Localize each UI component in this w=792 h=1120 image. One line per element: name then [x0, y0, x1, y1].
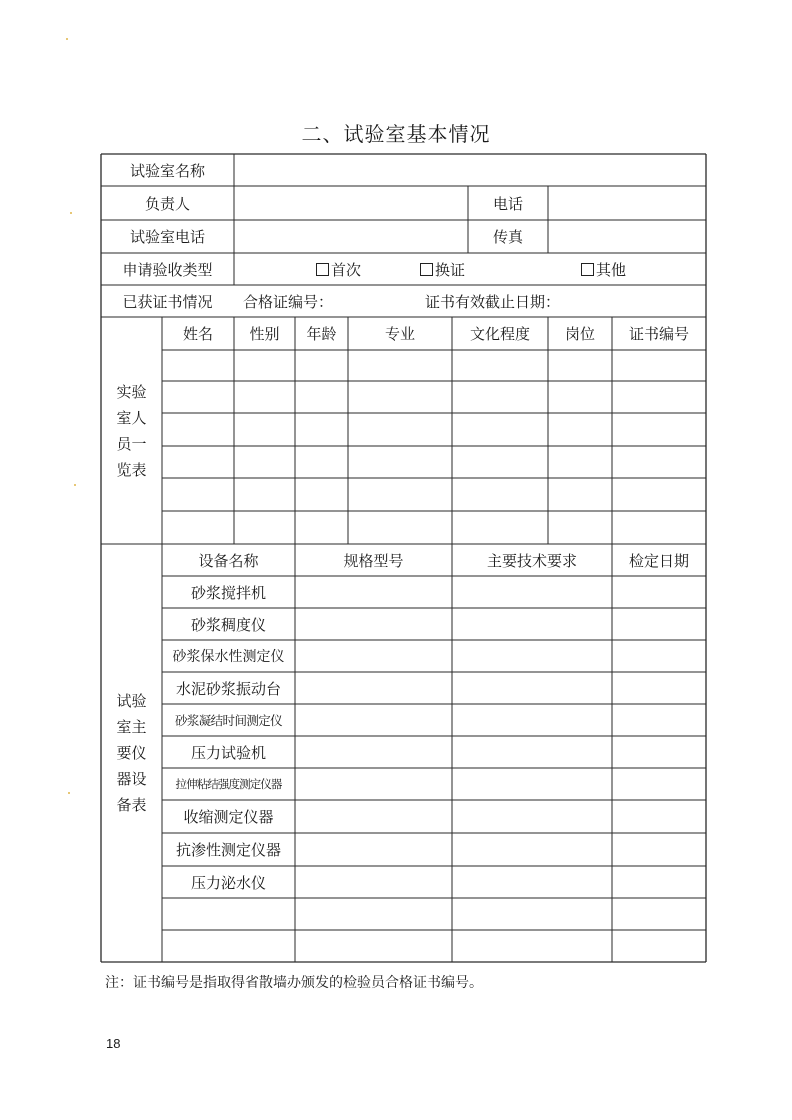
equipment-header-calibration: 检定日期 — [628, 551, 689, 570]
cert-number-label: 合格证编号： — [243, 292, 334, 311]
option-label: 首次 — [331, 260, 362, 279]
equipment-section-label: 试验 室主 要仪 器设 备表 — [116, 692, 147, 814]
phone-label: 电话 — [492, 194, 523, 213]
staff-header-education: 文化程度 — [469, 325, 530, 343]
staff-header-gender: 性别 — [249, 325, 280, 343]
equipment-item: 水泥砂浆振动台 — [175, 679, 281, 698]
footnote: 注：证书编号是指取得省散墙办颁发的检验员合格证书编号。 — [105, 975, 483, 991]
option-renew[interactable] — [420, 253, 465, 285]
checkbox-icon — [420, 263, 433, 276]
equipment-item: 砂浆保水性测定仪 — [172, 649, 285, 665]
manager-field[interactable] — [234, 186, 468, 220]
equipment-item: 砂浆稠度仪 — [190, 615, 266, 634]
option-first[interactable] — [316, 253, 361, 285]
scan-speck — [74, 484, 76, 486]
equipment-item — [162, 930, 295, 962]
staff-header-cert-no: 证书编号 — [628, 325, 689, 343]
option-label: 其他 — [596, 260, 627, 279]
equipment-item: 拉伸粘结强度测定仪器 — [175, 777, 282, 791]
checkbox-icon — [581, 263, 594, 276]
option-label: 换证 — [435, 260, 466, 279]
checkbox-icon — [316, 263, 329, 276]
staff-section-label: 实验 室人 员一 览表 — [116, 382, 147, 479]
equipment-item — [162, 898, 295, 930]
staff-header-name: 姓名 — [182, 325, 213, 343]
lab-phone-label: 试验室电话 — [129, 228, 205, 246]
fax-label: 传真 — [492, 228, 523, 246]
equipment-item: 收缩测定仪器 — [183, 808, 274, 826]
staff-header-position: 岗位 — [564, 325, 595, 343]
equipment-item: 抗渗性测定仪器 — [175, 841, 281, 859]
fax-field[interactable] — [548, 220, 706, 253]
staff-header-age: 年龄 — [306, 325, 337, 343]
cert-label: 已获证书情况 — [122, 292, 213, 311]
equipment-header-model: 规格型号 — [343, 551, 404, 570]
equipment-item: 砂浆搅拌机 — [190, 583, 266, 602]
page-title: 二、试验室基本情况 — [301, 122, 491, 146]
scan-speck — [68, 792, 70, 794]
equipment-item: 砂浆凝结时间测定仪 — [174, 713, 283, 728]
option-other[interactable] — [581, 253, 626, 285]
apply-type-label: 申请验收类型 — [122, 260, 213, 279]
equipment-item: 压力泌水仪 — [190, 873, 266, 892]
equipment-header-requirements: 主要技术要求 — [486, 551, 577, 570]
staff-header-major: 专业 — [384, 325, 415, 343]
scan-speck — [70, 212, 72, 214]
cert-expiry-label: 证书有效截止日期： — [425, 292, 561, 311]
lab-name-field[interactable] — [234, 154, 706, 186]
equipment-header-name: 设备名称 — [198, 551, 259, 570]
manager-label: 负责人 — [144, 194, 190, 213]
lab-phone-field[interactable] — [234, 220, 468, 253]
equipment-item: 压力试验机 — [190, 743, 266, 762]
page-number: 18 — [106, 1036, 121, 1051]
phone-field[interactable] — [548, 186, 706, 220]
scan-speck — [66, 38, 68, 40]
lab-name-label: 试验室名称 — [129, 161, 205, 180]
